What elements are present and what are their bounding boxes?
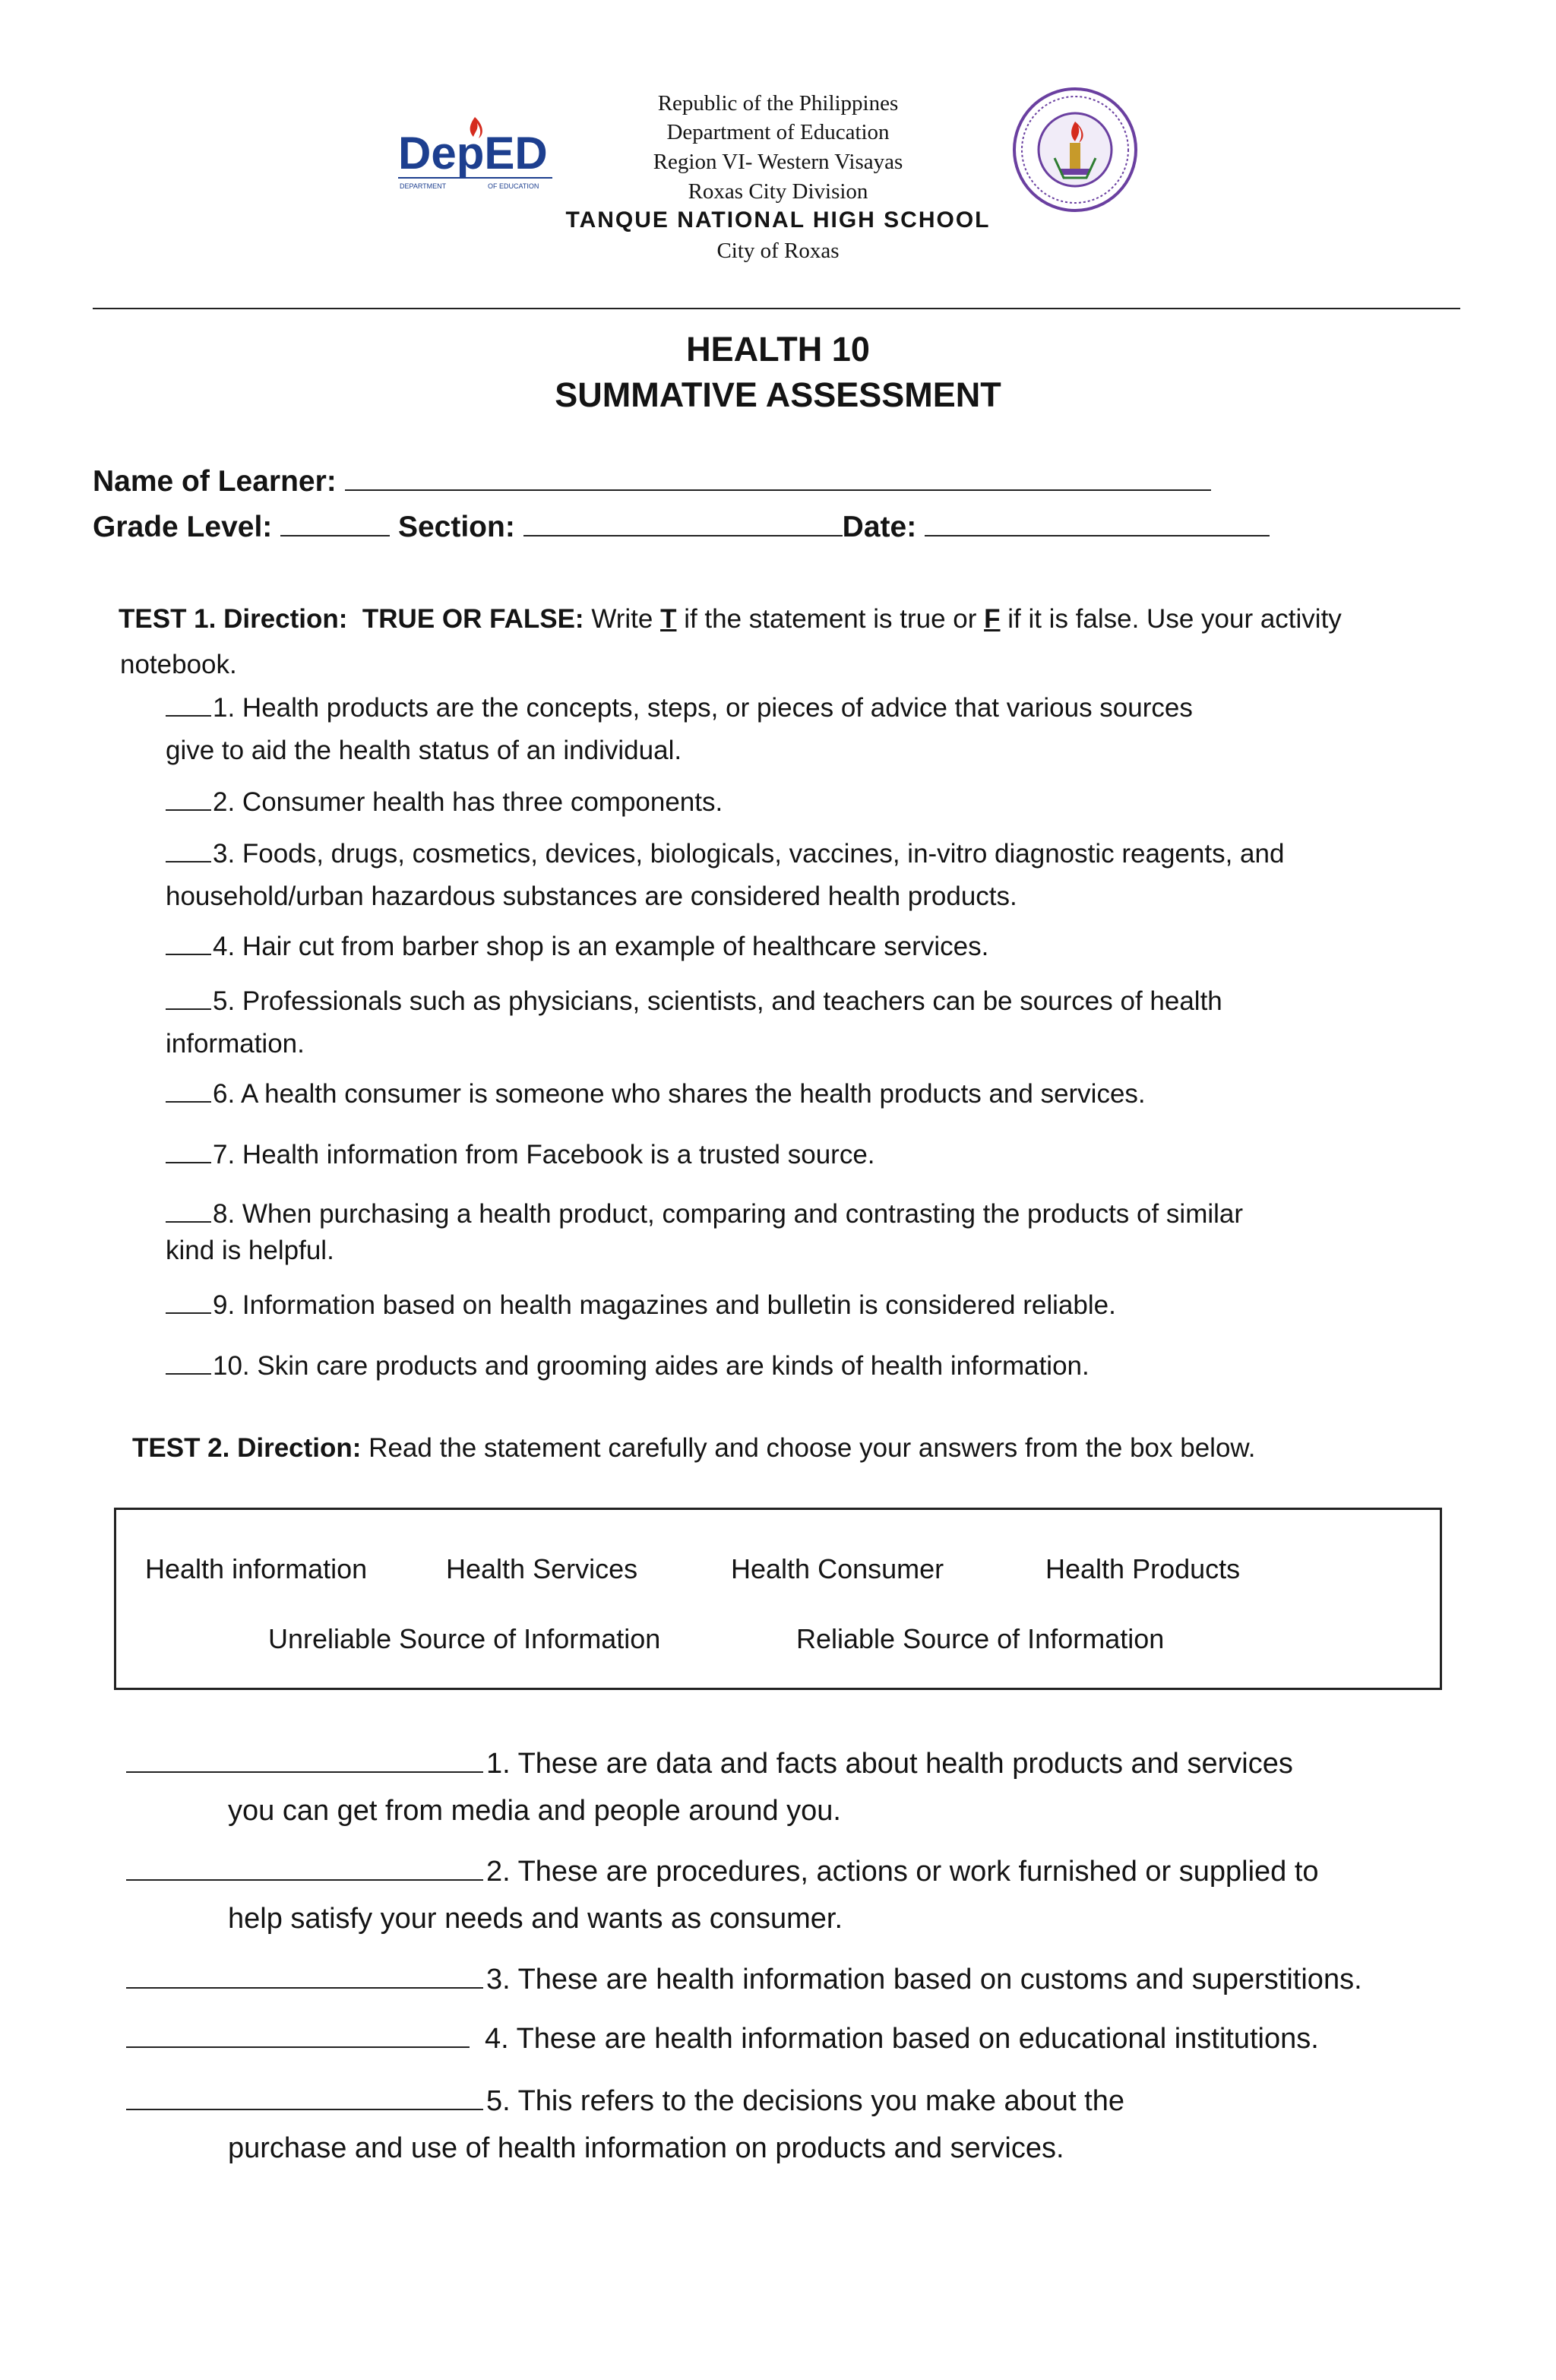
test1-item: 9. Information based on health magazines and bulletin is considered reliable. [166,1284,1116,1327]
choice-option: Unreliable Source of Information [268,1623,661,1654]
test1-direction: TEST 1. Direction: TRUE OR FALSE: Write T if the statement is true or F if it is false. Use your activity [119,604,1342,634]
name-blank[interactable] [345,467,1211,491]
answer-blank[interactable] [166,932,211,955]
svg-text:OF EDUCATION: OF EDUCATION [488,182,539,190]
test2-label: TEST 2. Direction: [132,1433,362,1463]
date-blank[interactable] [925,512,1270,536]
test1-item: 10. Skin care products and grooming aides are kinds of health information. [166,1345,1090,1388]
header-republic: Republic of the Philippines [657,91,899,116]
test1-direction-cont: notebook. [120,650,237,679]
test2-direction: TEST 2. Direction: Read the statement carefully and choose your answers from the box below. [132,1433,1256,1463]
test1-item: 5. Professionals such as physicians, scientists, and teachers can be sources of health information. [166,986,1222,1059]
test2-item: 5. This refers to the decisions you make about the purchase and use of health information on products and services. [126,2078,1124,2172]
choices-box [114,1508,1442,1690]
header-city: City of Roxas [716,239,840,263]
answer-blank[interactable] [166,1141,211,1163]
assessment-title: SUMMATIVE ASSESSMENT [555,375,1001,414]
header-divider [93,308,1460,309]
header-division: Roxas City Division [688,179,868,204]
grade-field-row [93,511,1270,544]
answer-blank[interactable] [126,1964,483,1989]
choice-option: Reliable Source of Information [796,1623,1165,1654]
answer-blank[interactable] [166,1352,211,1375]
test2-item: 2. These are procedures, actions or work furnished or supplied to help satisfy your needs and wants as consumer. [126,1848,1319,1942]
test2-item: 3. These are health information based on customs and superstitions. [126,1956,1362,2003]
test1-item: 7. Health information from Facebook is a trusted source. [166,1134,875,1176]
choice-option: Health information [145,1553,368,1584]
test2-item: 4. These are health information based on educational institutions. [126,2015,1319,2062]
test1-item: 4. Hair cut from barber shop is an example of healthcare services. [166,926,988,968]
test1-item: 6. A health consumer is someone who shares the health products and services. [166,1073,1146,1116]
section-blank[interactable] [523,512,843,536]
test1-item: 8. When purchasing a health product, comparing and contrasting the products of similar kind is helpful. [166,1199,1244,1265]
deped-logo-text: DepED [398,128,548,179]
test1-label: TEST 1. Direction: [119,604,348,634]
svg-text:DEPARTMENT: DEPARTMENT [400,182,447,190]
test1-kind: TRUE OR FALSE: [362,604,584,634]
date-label: Date: [842,511,917,543]
header-department: Department of Education [666,120,890,144]
answer-blank[interactable] [166,1080,211,1103]
choice-option: Health Consumer [731,1553,944,1584]
test1-item: 1. Health products are the concepts, steps, or pieces of advice that various sources give to aid the health status of an individual. [166,693,1193,765]
choice-option: Health Services [446,1553,638,1584]
name-label: Name of Learner: [93,465,337,498]
answer-blank[interactable] [126,1749,483,1773]
answer-blank[interactable] [166,1291,211,1314]
test1-item: 3. Foods, drugs, cosmetics, devices, biologicals, vaccines, in-vitro diagnostic reagents, and household/urban hazardous substances are considered health products. [166,839,1285,911]
answer-blank[interactable] [166,1200,211,1223]
header-school-name: TANQUE NATIONAL HIGH SCHOOL [565,207,991,233]
test1-item: 2. Consumer health has three components. [166,781,723,824]
test2-item: 1. These are data and facts about health products and services you can get from media and people around you. [126,1740,1293,1834]
answer-blank[interactable] [126,1856,483,1881]
answer-blank[interactable] [166,840,211,862]
grade-label: Grade Level: [93,511,273,543]
answer-blank[interactable] [126,2086,483,2110]
answer-blank[interactable] [126,2024,470,2048]
subject-title: HEALTH 10 [686,330,870,369]
answer-blank[interactable] [166,694,211,717]
answer-blank[interactable] [166,788,211,811]
answer-blank[interactable] [166,987,211,1010]
choice-option: Health Products [1045,1553,1241,1584]
grade-blank[interactable] [280,512,390,536]
section-label: Section: [397,511,515,543]
name-field-row [93,465,1211,498]
header-region: Region VI- Western Visayas [653,150,903,174]
